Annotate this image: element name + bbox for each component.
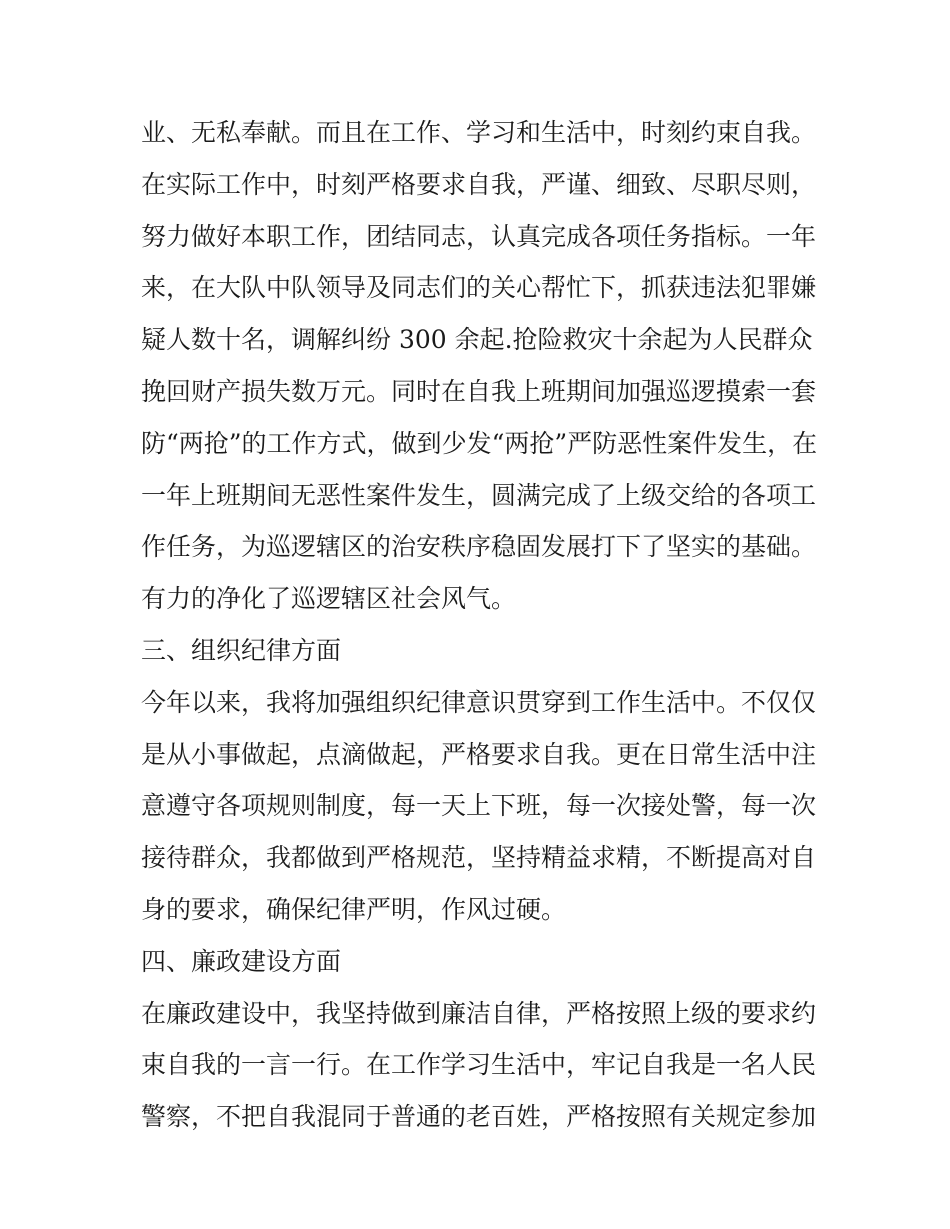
text-line: 意遵守各项规则制度，每一天上下班，每一次接处警，每一次 <box>141 791 817 821</box>
text-line: 束自我的一言一行。在工作学习生活中，牢记自我是一名人民 <box>141 1050 817 1080</box>
text-line: 今年以来，我将加强组织纪律意识贯穿到工作生活中。不仅仅 <box>141 687 817 717</box>
text-line: 是从小事做起，点滴做起，严格要求自我。更在日常生活中注 <box>141 739 817 769</box>
document-body <box>141 107 821 1143</box>
text-line: 有力的净化了巡逻辖区社会风气。 <box>141 584 517 614</box>
section-heading-organizational-discipline: 三、组织纪律方面 <box>141 635 342 665</box>
text-line: 在实际工作中，时刻严格要求自我，严谨、细致、尽职尽则， <box>141 169 817 199</box>
text-line: 来，在大队中队领导及同志们的关心帮忙下，抓获违法犯罪嫌 <box>141 273 817 303</box>
text-line: 努力做好本职工作，团结同志，认真完成各项任务指标。一年 <box>141 221 817 251</box>
text-line: 疑人数十名，调解纠纷 300 余起.抢险救灾十余起为人民群众 <box>141 325 813 355</box>
text-line: 身的要求，确保纪律严明，作风过硬。 <box>141 894 567 924</box>
text-line: 作任务，为巡逻辖区的治安秩序稳固发展打下了坚实的基础。 <box>141 532 817 562</box>
text-line: 一年上班期间无恶性案件发生，圆满完成了上级交给的各项工 <box>141 480 817 510</box>
text-line: 挽回财产损失数万元。同时在自我上班期间加强巡逻摸索一套 <box>141 376 817 406</box>
text-line: 防“两抢”的工作方式，做到少发“两抢”严防恶性案件发生，在 <box>141 428 818 458</box>
text-line: 警察，不把自我混同于普通的老百姓，严格按照有关规定参加 <box>141 1102 817 1132</box>
text-line: 在廉政建设中，我坚持做到廉洁自律，严格按照上级的要求约 <box>141 998 817 1028</box>
text-line: 业、无私奉献。而且在工作、学习和生活中，时刻约束自我。 <box>141 118 817 147</box>
text-line: 接待群众，我都做到严格规范，坚持精益求精，不断提高对自 <box>141 843 817 873</box>
section-heading-integrity-building: 四、廉政建设方面 <box>141 946 342 976</box>
